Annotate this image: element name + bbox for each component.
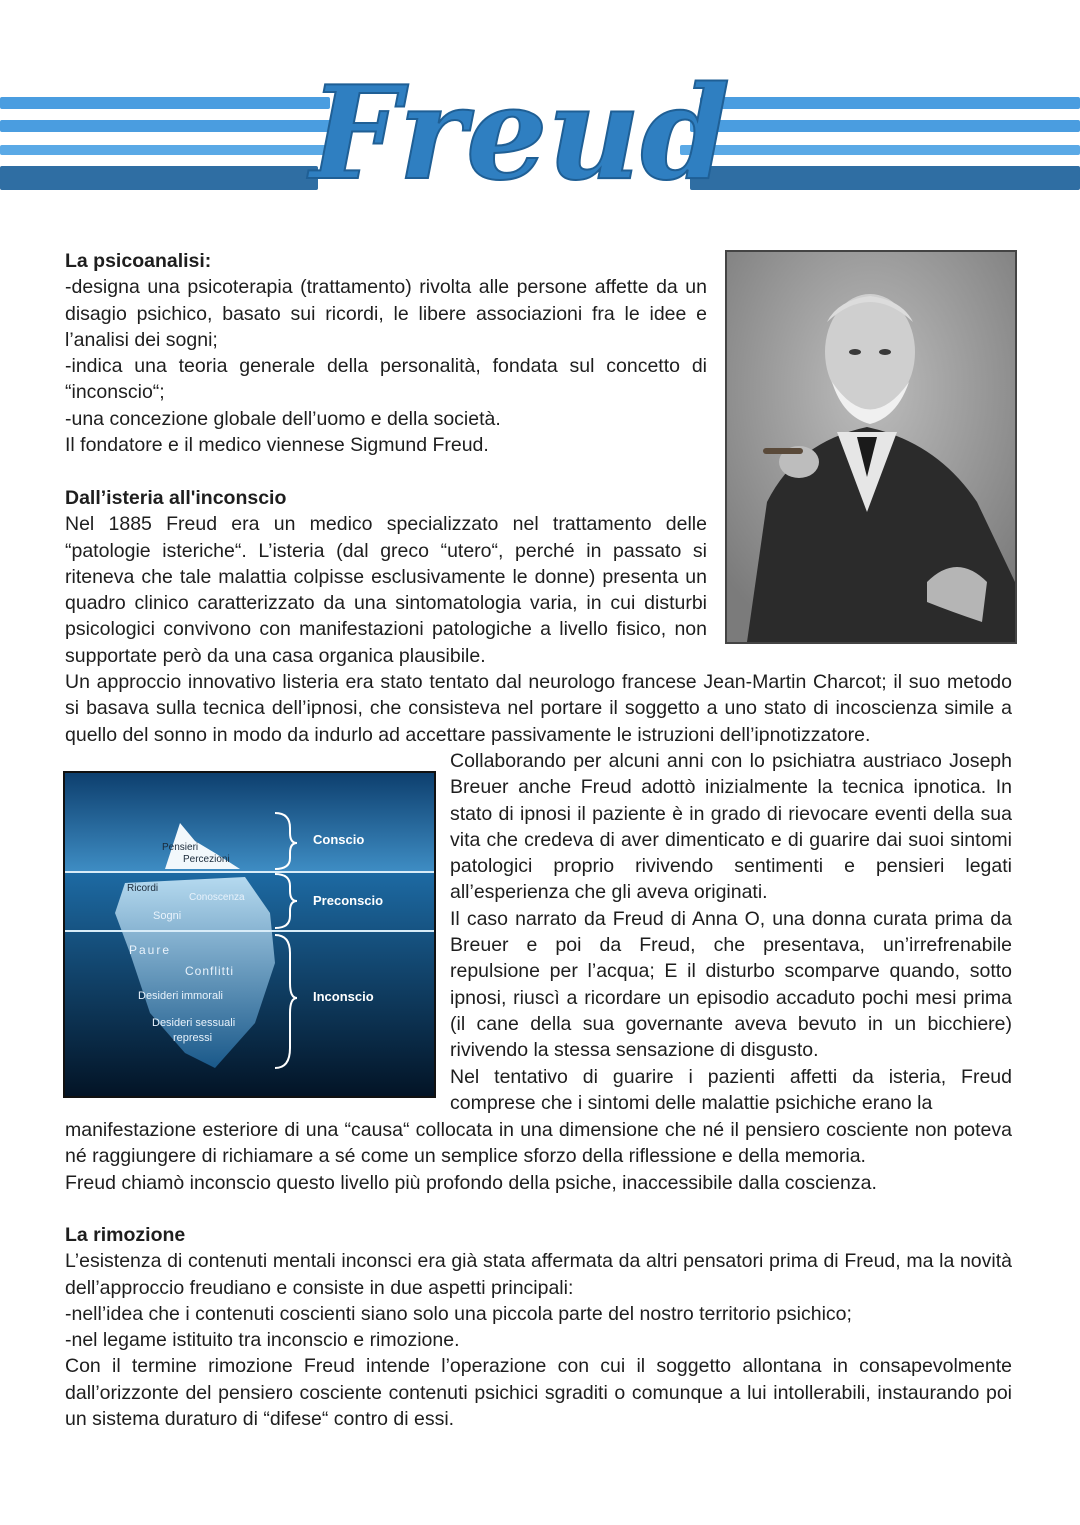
stripe-left-3 xyxy=(0,145,345,155)
level-conscio: Conscio xyxy=(313,832,365,847)
freud-portrait xyxy=(725,250,1017,644)
deep-label: Desideri sessuali xyxy=(152,1017,236,1029)
section-isteria-end xyxy=(65,1117,1012,1196)
page-title: Freud xyxy=(309,59,731,209)
paragraph: Con il termine rimozione Freud intende l’operazione con cui il soggetto allontana in consapevolmente dall’orizzonte del pensiero cosciente contenuti psichici sgraditi o comunque a lui intollerabili, instaurando poi un sistema duraturo di “difese“ contro di essi. xyxy=(65,1355,1012,1431)
tip-label: Pensieri xyxy=(162,842,199,853)
stripe-left-2 xyxy=(0,120,335,132)
stripe-right-1 xyxy=(700,97,1080,109)
middle-label: Conoscenza xyxy=(189,892,245,903)
section-isteria-right xyxy=(450,748,1012,1116)
deep-label: repressi xyxy=(173,1032,213,1044)
paragraph: Nel tentativo di guarire i pazienti affetti da isteria, Freud comprese che i sintomi delle malattie psichiche erano la xyxy=(450,1065,1012,1114)
paragraph: Il fondatore e il medico viennese Sigmund Freud. xyxy=(65,434,489,457)
paragraph: Nel 1885 Freud era un medico specializzato nel trattamento delle “patologie isteriche“. L’isteria (dal greco “utero“, perché in passato si riteneva che tale malattia colpisse esclusivamente le donne) presenta un quadro clinico caratterizzato da una sintomatologia varia, in cui disturbi psicologici convivono con manifestazioni patologiche a livello fisico, non supportate però da una casa organica plausibile. xyxy=(65,513,707,667)
paragraph: Collaborando per alcuni anni con lo psichiatra austriaco Joseph Breuer anche Freud adottò inizialmente la tecnica ipnotica. In stato di ipnosi il paziente è in grado di rievocare eventi della sua vita che credeva di aver dimenticato e di guarire dai suoi sintomi patologici proprio rivivendo sentimenti e pensieri legati all’esperienza che gli aveva originati. xyxy=(450,750,1012,904)
section-isteria-cont xyxy=(65,669,1012,748)
paragraph: manifestazione esteriore di una “causa“ collocata in una dimensione che né il pensiero cosciente non poteva né raggiungere di richiamare a sé come un semplice sforzo della riflessione e della memoria. xyxy=(65,1119,1012,1168)
stripe-left-4 xyxy=(0,166,318,190)
stripe-right-3 xyxy=(680,145,1080,155)
tip-label: Percezioni xyxy=(183,854,230,865)
paragraph: -una concezione globale dell’uomo e della società. xyxy=(65,407,501,430)
stripe-right-4 xyxy=(690,166,1080,190)
level-inconscio: Inconscio xyxy=(313,989,374,1004)
middle-label: Sogni xyxy=(153,910,182,922)
section-heading: La psicoanalisi: xyxy=(65,250,212,272)
paragraph: Un approccio innovativo listeria era stato tentato dal neurologo francese Jean-Martin Charcot; il suo metodo si basava sulla tecnica dell’ipnosi, che consisteva nel portare il soggetto a uno stato di incoscienza simile a quello del sonno in modo da indurlo ad accettare passivamente le istruzioni dell’ipnotizzatore. xyxy=(65,671,1012,746)
level-preconscio: Preconscio xyxy=(313,893,384,908)
stripe-right-2 xyxy=(690,120,1080,132)
section-heading: Dall’isteria all'inconscio xyxy=(65,487,287,509)
title-logo xyxy=(309,38,731,209)
paragraph: -nel legame istituito tra inconscio e rimozione. xyxy=(65,1329,460,1352)
section-heading: La rimozione xyxy=(65,1224,186,1246)
middle-label: Ricordi xyxy=(127,883,159,894)
paragraph: -designa una psicoterapia (trattamento) rivolta alle persone affette da un disagio psichico, basato sui ricordi, le libere associazioni fra le idee e l’analisi dei sogni; xyxy=(65,276,707,351)
deep-label: Conflitti xyxy=(185,964,235,978)
paragraph: -nell’idea che i contenuti coscienti siano solo una piccola parte del nostro territorio psichico; xyxy=(65,1302,852,1325)
section-rimozione xyxy=(65,1222,1012,1432)
section-psicoanalisi xyxy=(65,248,707,458)
iceberg-diagram xyxy=(63,771,436,1098)
deep-label: Paure xyxy=(129,943,172,957)
paragraph: Freud chiamò inconscio questo livello più profondo della psiche, inaccessibile dalla coscienza. xyxy=(65,1171,877,1194)
section-isteria xyxy=(65,485,707,669)
stripe-left-1 xyxy=(0,97,330,109)
deep-label: Desideri immorali xyxy=(138,990,223,1002)
paragraph: Il caso narrato da Freud di Anna O, una donna curata prima da Breuer e poi da Freud, che presentava, un’irrefrenabile repulsione per l’acqua; E il disturbo scomparve quando, sotto ipnosi, riuscì a ricordare un episodio accaduto pochi mesi prima (il cane della sua governante aveva bevuto in un bicchiere) rivivendo la stessa sensazione di disgusto. xyxy=(450,907,1012,1062)
paragraph: -indica una teoria generale della personalità, fondata sul concetto di “inconscio“; xyxy=(65,355,707,404)
paragraph: L’esistenza di contenuti mentali inconsci era già stata affermata da altri pensatori prima di Freud, ma la novità dell’approccio freudiano e consiste in due aspetti principali: xyxy=(65,1250,1012,1299)
